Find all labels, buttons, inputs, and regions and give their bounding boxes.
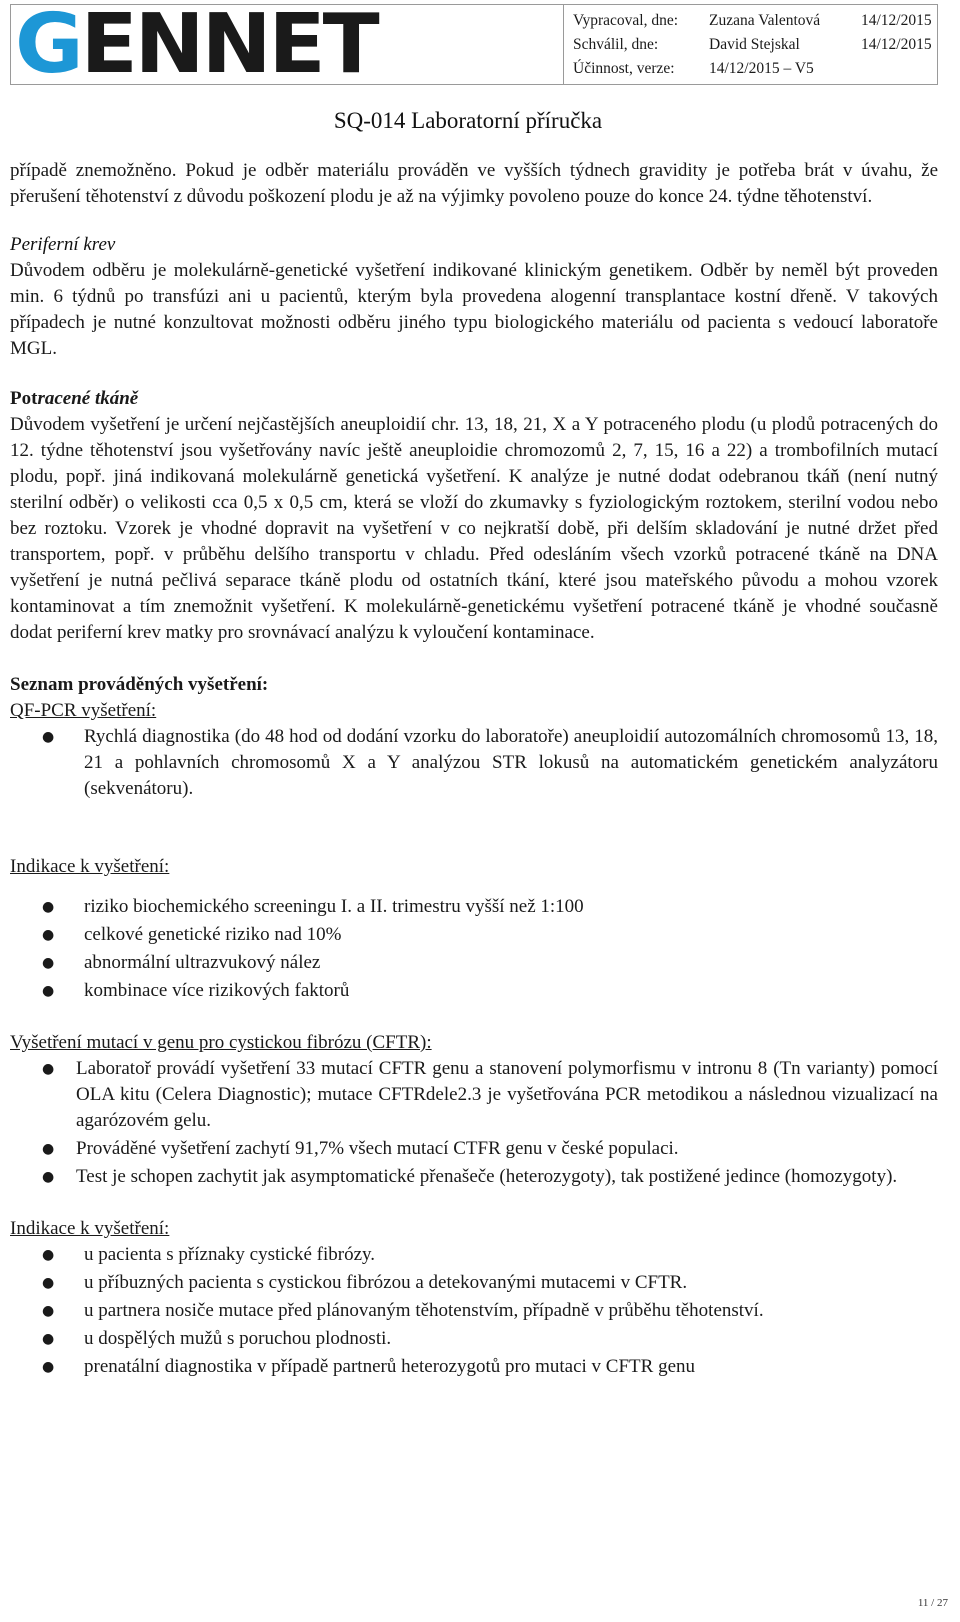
qfpcr-list (10, 724, 938, 802)
cftr-indications-heading: Indikace k vyšetření: (10, 1218, 170, 1239)
logo-text (15, 0, 377, 92)
list-item: ● u pacienta s příznaky cystické fibrózy. (10, 1242, 938, 1268)
list-item: ● Prováděné vyšetření zachytí 91,7% všech mutací CTFR genu v české populaci. (10, 1136, 938, 1162)
header-divider (563, 5, 564, 84)
gennet-logo (15, 0, 563, 92)
approved-by: David Stejskal (709, 36, 800, 53)
list-item: ● kombinace více rizikových faktorů (10, 978, 938, 1004)
peripheral-blood-heading: Periferní krev (10, 234, 116, 255)
label-approved: Schválil, dne: (573, 36, 659, 53)
list-item: ● Test je schopen zachytit jak asymptomatické přenašeče (heterozygoty), tak postižené jedince (homozygoty). (10, 1164, 938, 1190)
miscarriage-tissue-heading (10, 386, 938, 412)
cftr-heading: Vyšetření mutací v genu pro cystickou fibrózu (CFTR): (10, 1032, 432, 1053)
list-item: ● Laboratoř provádí vyšetření 33 mutací CFTR genu a stanovení polymorfismu v intronu 8 (Tn varianty) pomocí OLA kitu (Celera Diagnostic); mutace CFTRdele2.3 je vyšetřována PCR metodikou a následnou vizualizací na agarózovém gelu. (10, 1056, 938, 1134)
intro-paragraph: případě znemožněno. Pokud je odběr materiálu prováděn ve vyšších týdnech gravidity je potřeba brát v úvahu, že přerušení těhotenství z důvodu poškození plodu je až na výjimky povoleno pouze do konce 24. týdne těhotenství. (10, 160, 938, 207)
prepared-date: 14/12/2015 (861, 12, 932, 29)
tests-list-heading: Seznam prováděných vyšetření: (10, 674, 269, 695)
logo-first-letter: G (15, 0, 81, 92)
miscarriage-tissue-text: Důvodem vyšetření je určení nejčastějších aneuploidií chr. 13, 18, 21, X a Y potraceného plodu (u plodů potracených do 12. týdne těhotenství jsou vyšetřovány navíc ještě aneuploidie chromozomů 2, 7, 15, 16 a 22) a trombofilních mutací plodu, popř. jiná indikovaná molekulárně genetická vyšetření. K analýze je nutné dodat odebranou tkáň (není nutný sterilní odběr) o velikosti cca 0,5 x 0,5 cm, která se vloží do zkumavky s fyziologickým roztokem, sterilní vodou nebo bez roztoku. Vzorek je vhodné dopravit na vyšetření v co nejkratší době, při delším skladování je nutné držet před transportem, popř. v průběhu delšího transportu v chladu. Před odesláním všech vzorků potracené tkáně na DNA vyšetření je nutná pečlivá separace tkáně plodu od ostatních tkání, které jsou mateřského původu a mohou vzorek kontaminovat a tím znemožnit vyšetření. K molekulárně-genetickému vyšetření potracené tkáně je vhodné současně dodat periferní krev matky pro srovnávací analýzu k vyloučení kontaminace. (10, 414, 938, 643)
prepared-by: Zuzana Valentová (709, 12, 821, 29)
header-labels (573, 9, 678, 81)
list-item: ● u partnera nosiče mutace před plánovaným těhotenstvím, případně v průběhu těhotenství. (10, 1298, 938, 1324)
qfpcr-indications-list (10, 894, 938, 1004)
cftr-list (10, 1056, 938, 1190)
document-header (10, 0, 938, 92)
document-title: SQ-014 Laboratorní příručka (333, 108, 603, 133)
list-item: ● u dospělých mužů s poruchou plodnosti. (10, 1326, 938, 1352)
list-item: ● abnormální ultrazvukový nález (10, 950, 938, 976)
page-number: 11 / 27 (917, 1597, 948, 1609)
header-dates (861, 9, 932, 57)
list-item: ● Rychlá diagnostika (do 48 hod od dodání vzorku do laboratoře) aneuploidií autozomálních chromosomů 13, 18, 21 a pohlavních chromosomů X a Y analýzou STR lokusů na automatickém genetickém analyzátoru (sekvenátoru). (10, 724, 938, 802)
qfpcr-heading: QF-PCR vyšetření: (10, 700, 157, 721)
document-body (10, 158, 938, 1382)
list-item: ● riziko biochemického screeningu I. a II. trimestru vyšší než 1:100 (10, 894, 938, 920)
header-names (709, 9, 820, 81)
list-item: ● celkové genetické riziko nad 10% (10, 922, 938, 948)
approved-date: 14/12/2015 (861, 36, 932, 53)
miscarriage-heading-rest: racené tkáně (37, 388, 139, 409)
peripheral-blood-text: Důvodem odběru je molekulárně-genetické vyšetření indikované klinickým genetikem. Odběr by neměl být proveden min. 6 týdnů po transfúzi ani u pacientů, kterým byla provedena alogenní transplantace kostní dřeně. V takových případech je nutné konzultovat možnosti odběru jiného typu biologického materiálu od pacienta s vedoucí laboratoře MGL. (10, 260, 938, 359)
miscarriage-heading-start: Pot (10, 388, 38, 409)
effective-version: 14/12/2015 – V5 (709, 60, 814, 77)
label-effective: Účinnost, verze: (573, 60, 675, 77)
qfpcr-indications-heading: Indikace k vyšetření: (10, 856, 170, 877)
list-item: ● prenatální diagnostika v případě partnerů heterozygotů pro mutaci v CFTR genu (10, 1354, 938, 1380)
label-prepared: Vypracoval, dne: (573, 12, 679, 29)
logo-rest-letters: ENNET (80, 0, 377, 92)
cftr-indications-list (10, 1242, 938, 1380)
list-item: ● u příbuzných pacienta s cystickou fibrózou a detekovanými mutacemi v CFTR. (10, 1270, 938, 1296)
